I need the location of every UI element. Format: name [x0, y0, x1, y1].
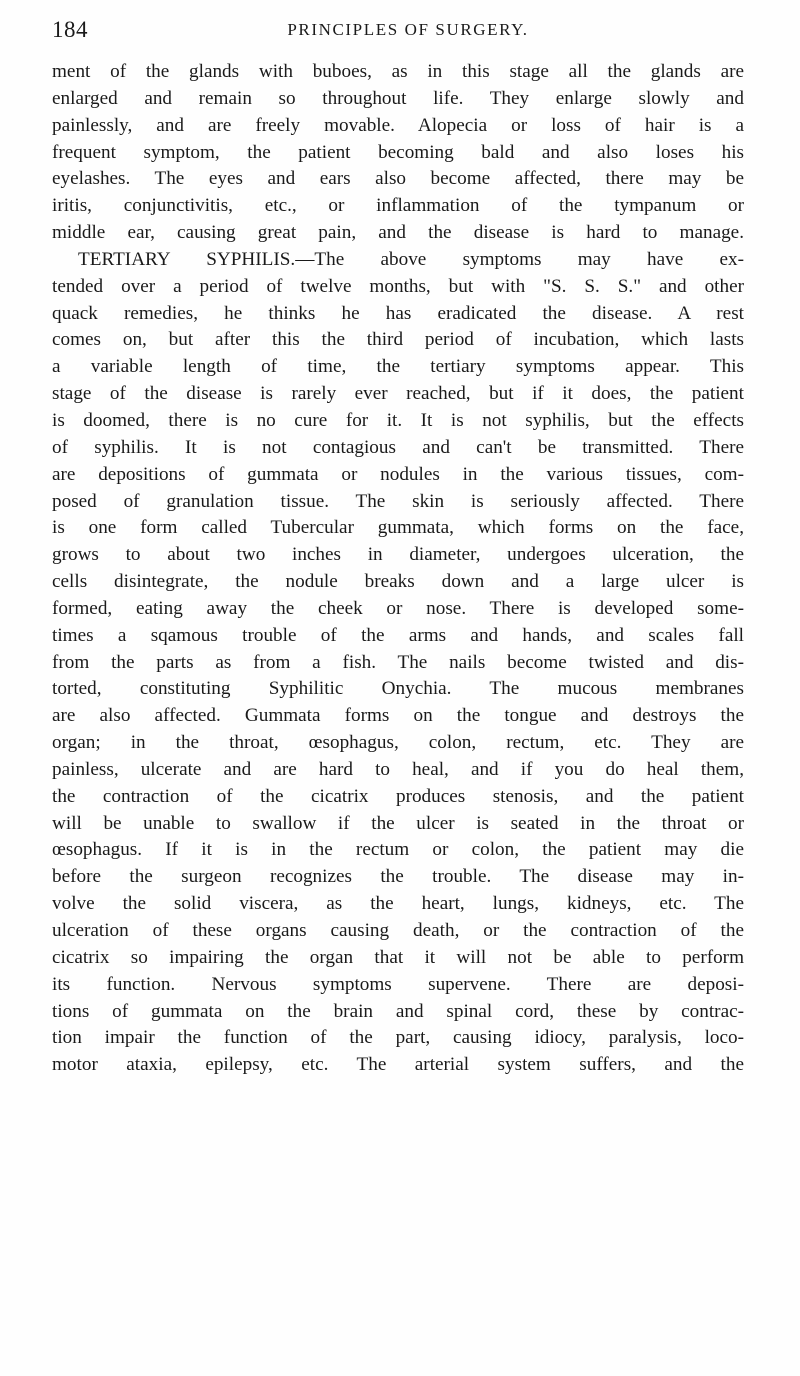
text-line: volve the solid viscera, as the heart, lungs, kidneys, etc. The: [52, 893, 744, 915]
page-number: 184: [52, 17, 88, 42]
text-line: its function. Nervous symptoms supervene. There are deposi-: [52, 973, 744, 995]
text-line: will be unable to swallow if the ulcer is seated in the throat or: [52, 812, 744, 834]
text-line: from the parts as from a fish. The nails become twisted and dis-: [52, 651, 744, 673]
text-line: are also affected. Gummata forms on the tongue and destroys the: [52, 705, 744, 727]
text-line: cicatrix so impairing the organ that it will not be able to perform: [52, 946, 744, 968]
body-text: [52, 59, 744, 1079]
running-head: [52, 16, 744, 48]
text-line: œsophagus. If it is in the rectum or colon, the patient may die: [52, 839, 744, 861]
text-line: motor ataxia, epilepsy, etc. The arterial system suffers, and the: [52, 1054, 744, 1076]
text-line: painless, ulcerate and are hard to heal, and if you do heal them,: [52, 758, 744, 780]
text-line: tions of gummata on the brain and spinal cord, these by contrac-: [52, 1000, 744, 1022]
text-line: tion impair the function of the part, causing idiocy, paralysis, loco-: [52, 1027, 744, 1049]
text-line: cells disintegrate, the nodule breaks down and a large ulcer is: [52, 571, 744, 593]
text-line: painlessly, and are freely movable. Alopecia or loss of hair is a: [52, 114, 744, 136]
text-line: middle ear, causing great pain, and the disease is hard to manage.: [52, 222, 744, 244]
text-line: is one form called Tubercular gummata, which forms on the face,: [52, 517, 744, 539]
text-line: is doomed, there is no cure for it. It is not syphilis, but the effects: [52, 409, 744, 431]
text-line: ment of the glands with buboes, as in this stage all the glands are: [52, 61, 744, 82]
text-line: ulceration of these organs causing death, or the contraction of the: [52, 920, 744, 941]
text-line: comes on, but after this the third period of incubation, which lasts: [52, 329, 744, 351]
text-line: of syphilis. It is not contagious and can't be transmitted. There: [52, 436, 744, 458]
text-line: posed of granulation tissue. The skin is seriously affected. There: [52, 490, 744, 512]
text-line: organ; in the throat, œsophagus, colon, rectum, etc. They are: [52, 732, 744, 754]
text-line: torted, constituting Syphilitic Onychia. The mucous membranes: [52, 678, 744, 700]
text-line: are depositions of gummata or nodules in the various tissues, com-: [52, 463, 744, 485]
text-line: grows to about two inches in diameter, undergoes ulceration, the: [52, 544, 744, 566]
text-line: quack remedies, he thinks he has eradicated the disease. A rest: [52, 302, 744, 324]
text-line: stage of the disease is rarely ever reached, but if it does, the patient: [52, 383, 744, 405]
section-heading-line: TERTIARY SYPHILIS.—The above symptoms may have ex-: [78, 248, 744, 270]
running-title: PRINCIPLES OF SURGERY.: [287, 20, 529, 39]
text-line: frequent symptom, the patient becoming bald and also loses his: [52, 141, 744, 163]
text-line: iritis, conjunctivitis, etc., or inflammation of the tympanum or: [52, 195, 744, 217]
text-line: enlarged and remain so throughout life. They enlarge slowly and: [52, 87, 744, 109]
text-line: the contraction of the cicatrix produces stenosis, and the patient: [52, 785, 744, 807]
text-line: formed, eating away the cheek or nose. There is developed some-: [52, 597, 744, 619]
text-line: before the surgeon recognizes the trouble. The disease may in-: [52, 866, 744, 888]
text-line: tended over a period of twelve months, but with "S. S. S." and other: [52, 275, 744, 297]
text-line: times a sqamous trouble of the arms and hands, and scales fall: [52, 624, 744, 646]
text-line: a variable length of time, the tertiary symptoms appear. This: [52, 356, 744, 378]
text-line: eyelashes. The eyes and ears also become affected, there may be: [52, 168, 744, 190]
